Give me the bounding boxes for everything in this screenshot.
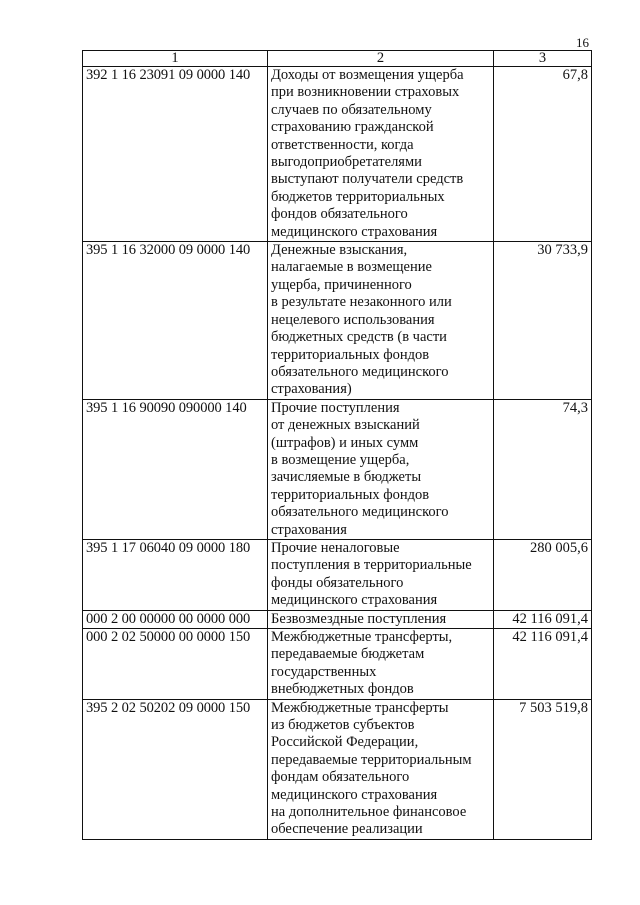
description-line: государственных	[271, 663, 377, 680]
revenue-table	[82, 50, 592, 840]
amount-cell: 30 733,9	[494, 242, 592, 400]
description-line: поступления в территориальные	[271, 557, 472, 574]
description-line: Доходы от возмещения ущерба	[271, 67, 464, 83]
description-line: медицинского страхования	[271, 786, 438, 803]
description-line: обязательного медицинского	[271, 363, 449, 380]
amount-cell: 42 116 091,4	[494, 610, 592, 628]
column-header-code: 1	[83, 51, 268, 67]
budget-code-cell: 000 2 02 50000 00 0000 150	[83, 629, 268, 700]
table-row	[83, 242, 592, 400]
description-line: ущерба, причиненного	[271, 276, 412, 293]
description-line: (штрафов) и иных сумм	[271, 434, 419, 451]
description-line: передаваемые территориальным	[271, 751, 472, 768]
description-line: территориальных фондов	[271, 346, 430, 363]
description-line: страхования)	[271, 381, 352, 398]
description-line: фондов обязательного	[271, 206, 408, 223]
description-line: Межбюджетные трансферты,	[271, 629, 453, 645]
description-line: медицинского страхования	[271, 223, 438, 240]
description-line: из бюджетов субъектов	[271, 717, 415, 734]
description-line: выгодоприобретателями	[271, 154, 422, 171]
table-row	[83, 539, 592, 610]
description-line: Российской Федерации,	[271, 734, 419, 751]
description-line: медицинского страхования	[271, 592, 438, 609]
description-cell	[268, 610, 494, 628]
budget-code-cell: 395 1 16 90090 090000 140	[83, 399, 268, 539]
description-line: обязательного медицинского	[271, 504, 449, 521]
description-line: страхованию гражданской	[271, 119, 434, 136]
description-line: внебюджетных фондов	[271, 681, 414, 698]
description-line: зачисляемые в бюджеты	[271, 469, 422, 486]
table-row	[83, 629, 592, 700]
description-line: в возмещение ущерба,	[271, 451, 410, 468]
description-line: нецелевого использования	[271, 311, 435, 328]
description-line: обеспечение реализации	[271, 821, 423, 838]
description-cell	[268, 629, 494, 700]
amount-cell: 280 005,6	[494, 539, 592, 610]
budget-code-cell: 392 1 16 23091 09 0000 140	[83, 67, 268, 242]
description-cell	[268, 242, 494, 400]
budget-code-cell: 000 2 00 00000 00 0000 000	[83, 610, 268, 628]
description-line: территориальных фондов	[271, 486, 430, 503]
description-cell	[268, 399, 494, 539]
description-line: Прочие неналоговые	[271, 539, 400, 556]
description-line: в результате незаконного или	[271, 294, 452, 311]
column-header-description: 2	[268, 51, 494, 67]
table-header-row	[83, 51, 592, 67]
description-cell	[268, 699, 494, 839]
table-row	[83, 610, 592, 628]
column-header-amount: 3	[494, 51, 592, 67]
description-line: передаваемые бюджетам	[271, 646, 425, 663]
description-line: при возникновении страховых	[271, 84, 460, 101]
description-line: на дополнительное финансовое	[271, 804, 467, 821]
description-line: фонды обязательного	[271, 574, 404, 591]
budget-code-cell: 395 1 16 32000 09 0000 140	[83, 242, 268, 400]
description-cell	[268, 539, 494, 610]
description-line: Денежные взыскания,	[271, 242, 408, 259]
description-line: ответственности, когда	[271, 136, 414, 153]
page-number: 16	[576, 35, 589, 50]
budget-code-cell: 395 1 17 06040 09 0000 180	[83, 539, 268, 610]
description-cell	[268, 67, 494, 242]
amount-cell: 74,3	[494, 399, 592, 539]
description-line: выступают получатели средств	[271, 171, 464, 188]
description-line: налагаемые в возмещение	[271, 259, 432, 276]
description-line: Безвозмездные поступления	[271, 610, 447, 627]
description-line: фондам обязательного	[271, 769, 410, 786]
description-line: бюджетных средств (в части	[271, 329, 447, 346]
table-row	[83, 67, 592, 242]
amount-cell: 67,8	[494, 67, 592, 242]
amount-cell: 42 116 091,4	[494, 629, 592, 700]
budget-code-cell: 395 2 02 50202 09 0000 150	[83, 699, 268, 839]
table-row	[83, 699, 592, 839]
description-line: Межбюджетные трансферты	[271, 699, 449, 716]
description-line: Прочие поступления	[271, 399, 400, 416]
description-line: случаев по обязательному	[271, 101, 432, 118]
table-row	[83, 399, 592, 539]
description-line: бюджетов территориальных	[271, 188, 445, 205]
description-line: от денежных взысканий	[271, 417, 420, 434]
amount-cell: 7 503 519,8	[494, 699, 592, 839]
description-line: страхования	[271, 521, 347, 538]
